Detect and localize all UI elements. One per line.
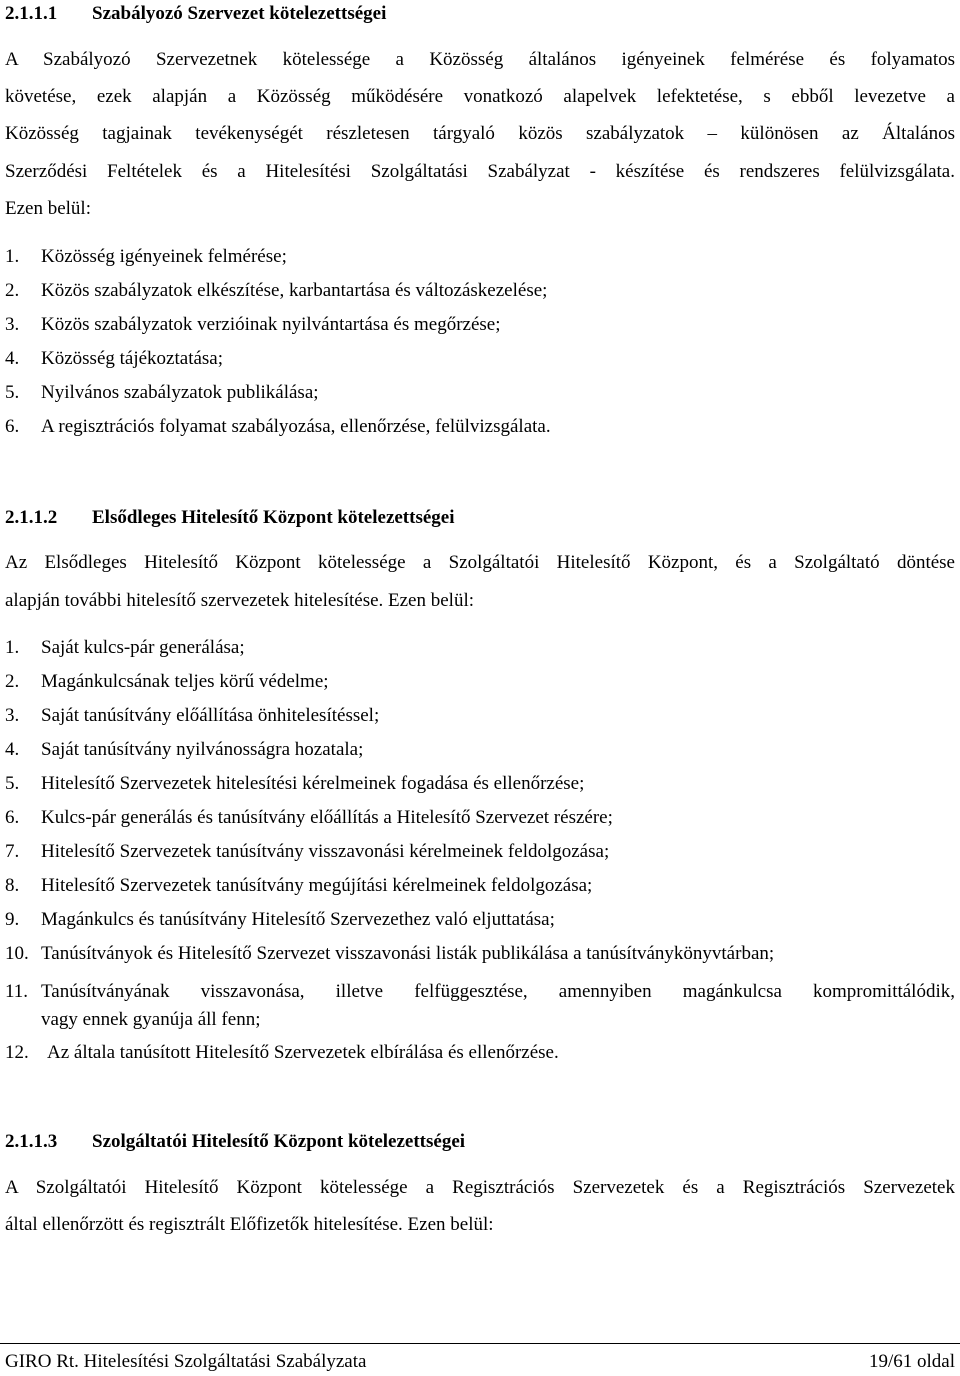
list-item-number: 2.	[5, 280, 20, 301]
list-item-number: 8.	[5, 875, 20, 896]
section-number: 2.1.1.2	[5, 507, 58, 528]
paragraph-line: Az Elsődleges Hitelesítő Központ kötelessége a Szolgáltatói Hitelesítő Központ, és a Szolgáltató döntése	[5, 552, 955, 573]
list-item-number: 1.	[5, 637, 20, 658]
list-item: Magánkulcsának teljes körű védelme;	[41, 671, 329, 692]
list-item: Közösség igényeinek felmérése;	[41, 246, 287, 267]
paragraph-line: A Szolgáltatói Hitelesítő Központ kötelessége a Regisztrációs Szervezetek és a Regisztrációs Szervezetek	[5, 1177, 955, 1198]
footer-document-title: GIRO Rt. Hitelesítési Szolgáltatási Szabályzata	[5, 1351, 367, 1372]
list-item: Közös szabályzatok verzióinak nyilvántartása és megőrzése;	[41, 314, 501, 335]
list-item: Hitelesítő Szervezetek hitelesítési kérelmeinek fogadása és ellenőrzése;	[41, 773, 585, 794]
list-item-number: 5.	[5, 773, 20, 794]
list-item: Saját tanúsítvány nyilvánosságra hozatala;	[41, 739, 364, 760]
paragraph-line: A Szabályozó Szervezetnek kötelessége a Közösség általános igényeinek felmérése és folyamatos	[5, 49, 955, 70]
section-title: Elsődleges Hitelesítő Központ kötelezettségei	[92, 507, 455, 528]
paragraph-line: Szerződési Feltételek és a Hitelesítési Szolgáltatási Szabályzat - készítése és rendszeres felülvizsgálata.	[5, 161, 955, 182]
list-item: Kulcs-pár generálás és tanúsítvány előállítás a Hitelesítő Szervezet részére;	[41, 807, 613, 828]
list-item: Magánkulcs és tanúsítvány Hitelesítő Szervezethez való eljuttatása;	[41, 909, 555, 930]
list-item: Közös szabályzatok elkészítése, karbantartása és változáskezelése;	[41, 280, 548, 301]
paragraph-line: követése, ezek alapján a Közösség működésére vonatkozó alapelvek lefektetése, s ebből levezetve a	[5, 86, 955, 107]
list-item: Hitelesítő Szervezetek tanúsítvány megújítási kérelmeinek feldolgozása;	[41, 875, 593, 896]
paragraph-line: alapján további hitelesítő szervezetek hitelesítése. Ezen belül:	[5, 590, 475, 611]
list-item-continuation: vagy ennek gyanúja áll fenn;	[41, 1009, 261, 1030]
list-item: Hitelesítő Szervezetek tanúsítvány visszavonási kérelmeinek feldolgozása;	[41, 841, 610, 862]
footer-page-number: 19/61 oldal	[868, 1351, 955, 1372]
list-item-number: 7.	[5, 841, 20, 862]
section-title: Szabályozó Szervezet kötelezettségei	[92, 3, 387, 24]
list-item: Tanúsítványok és Hitelesítő Szervezet visszavonási listák publikálása a tanúsítványkönyvtárban;	[41, 943, 775, 964]
list-item-number: 2.	[5, 671, 20, 692]
list-item-number: 6.	[5, 807, 20, 828]
list-item: Az általa tanúsított Hitelesítő Szervezetek elbírálása és ellenőrzése.	[47, 1042, 559, 1063]
list-item: Közösség tájékoztatása;	[41, 348, 224, 369]
list-item: Nyilvános szabályzatok publikálása;	[41, 382, 319, 403]
paragraph-line: által ellenőrzött és regisztrált Előfizetők hitelesítése. Ezen belül:	[5, 1214, 494, 1235]
list-item-number: 10.	[5, 943, 29, 964]
list-item-number: 9.	[5, 909, 20, 930]
list-item: Saját kulcs-pár generálása;	[41, 637, 245, 658]
footer-divider	[0, 1343, 960, 1344]
section-number: 2.1.1.1	[5, 3, 58, 24]
section-title: Szolgáltatói Hitelesítő Központ kötelezettségei	[92, 1131, 466, 1152]
paragraph-line: Ezen belül:	[5, 198, 91, 219]
list-item-number: 3.	[5, 314, 20, 335]
list-item-number: 12.	[5, 1042, 29, 1063]
list-item-number: 3.	[5, 705, 20, 726]
list-item-number: 1.	[5, 246, 20, 267]
list-item-number: 4.	[5, 739, 20, 760]
list-item-number: 11.	[5, 981, 29, 1002]
list-item: Tanúsítványának visszavonása, illetve felfüggesztése, amennyiben magánkulcsa kompromittálódik,	[41, 981, 955, 1002]
list-item-number: 4.	[5, 348, 20, 369]
list-item-number: 6.	[5, 416, 20, 437]
paragraph-line: Közösség tagjainak tevékenységét részletesen tárgyaló közös szabályzatok – különösen az Általános	[5, 123, 955, 144]
section-number: 2.1.1.3	[5, 1131, 58, 1152]
list-item-number: 5.	[5, 382, 20, 403]
list-item: A regisztrációs folyamat szabályozása, ellenőrzése, felülvizsgálata.	[41, 416, 551, 437]
list-item: Saját tanúsítvány előállítása önhitelesítéssel;	[41, 705, 380, 726]
